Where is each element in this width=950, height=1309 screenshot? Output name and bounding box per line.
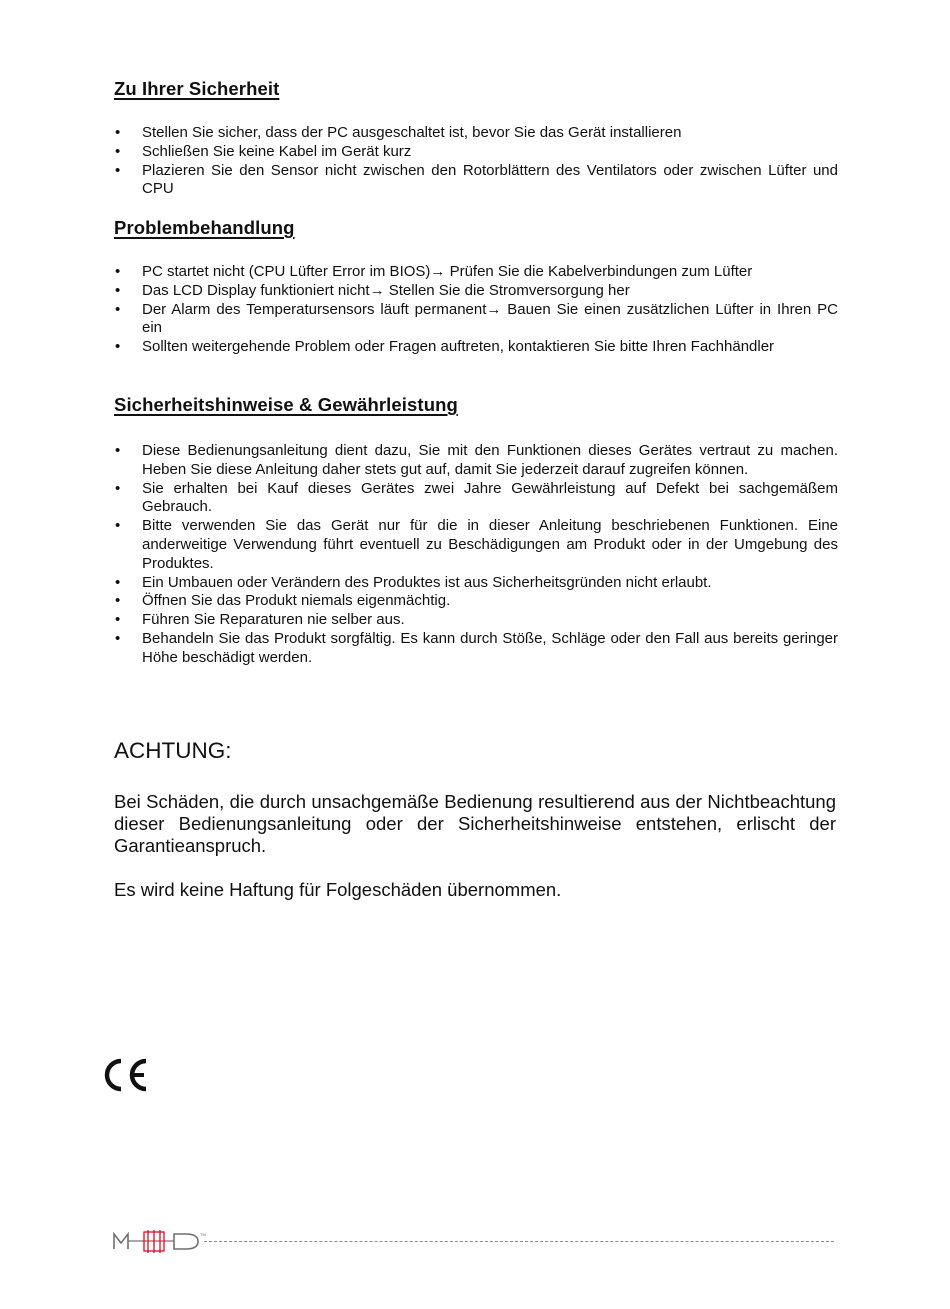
svg-text:TM: TM [200, 1232, 206, 1237]
footer-divider [204, 1241, 834, 1242]
warranty-list [114, 442, 838, 668]
list-item: • Diese Bedienungsanleitung dient dazu, Sie mit den Funktionen dieses Gerätes vertraut zu machen. Heben Sie diese Anleitung daher stets gut auf, damit Sie jederzeit darauf zugreifen können. [114, 442, 838, 480]
list-item: • Behandeln Sie das Produkt sorgfältig. Es kann durch Stöße, Schläge oder den Fall aus bereits geringer Höhe beschädigt werden. [114, 630, 838, 668]
troubleshooting-list [114, 263, 838, 357]
list-item: • Führen Sie Reparaturen nie selber aus. [114, 611, 838, 630]
list-item: • Ein Umbauen oder Verändern des Produktes ist aus Sicherheitsgründen nicht erlaubt. [114, 574, 838, 593]
list-item: • PC startet nicht (CPU Lüfter Error im BIOS)→ Prüfen Sie die Kabelverbindungen zum Lüfter [114, 263, 838, 282]
mod-logo-icon [112, 1229, 206, 1253]
list-item: • Plazieren Sie den Sensor nicht zwischen den Rotorblättern des Ventilators oder zwischen Lüfter und CPU [114, 162, 838, 200]
ce-mark-icon [101, 1056, 151, 1094]
warning-title: ACHTUNG: [114, 738, 232, 763]
list-item: • Sie erhalten bei Kauf dieses Gerätes zwei Jahre Gewährleistung auf Defekt bei sachgemäßem Gebrauch. [114, 480, 838, 518]
warning-note: Es wird keine Haftung für Folgeschäden übernommen. [114, 879, 562, 900]
list-item: • Bitte verwenden Sie das Gerät nur für die in dieser Anleitung beschriebenen Funktionen. Eine anderweitige Verwendung führt eventuell zu Beschädigungen am Produkt oder in der Umgebung des Produktes. [114, 517, 838, 573]
list-item: • Der Alarm des Temperatursensors läuft permanent→ Bauen Sie einen zusätzlichen Lüfter in Ihren PC ein [114, 301, 838, 339]
list-item: • Schließen Sie keine Kabel im Gerät kurz [114, 143, 838, 162]
list-item: • Öffnen Sie das Produkt niemals eigenmächtig. [114, 592, 838, 611]
list-item: • Stellen Sie sicher, dass der PC ausgeschaltet ist, bevor Sie das Gerät installieren [114, 124, 838, 143]
section-title-warranty: Sicherheitshinweise & Gewährleistung [114, 394, 458, 415]
list-item: • Sollten weitergehende Problem oder Fragen auftreten, kontaktieren Sie bitte Ihren Fachhändler [114, 338, 838, 357]
warning-body: Bei Schäden, die durch unsachgemäße Bedienung resultierend aus der Nichtbeachtung dieser Bedienungsanleitung oder der Sicherheitshinweise entstehen, erlischt der Garantieanspruch. [114, 791, 836, 856]
section-title-troubleshooting: Problembehandlung [114, 217, 295, 238]
list-item: • Das LCD Display funktioniert nicht→ Stellen Sie die Stromversorgung her [114, 282, 838, 301]
section-title-safety: Zu Ihrer Sicherheit [114, 78, 280, 99]
safety-list [114, 124, 838, 199]
